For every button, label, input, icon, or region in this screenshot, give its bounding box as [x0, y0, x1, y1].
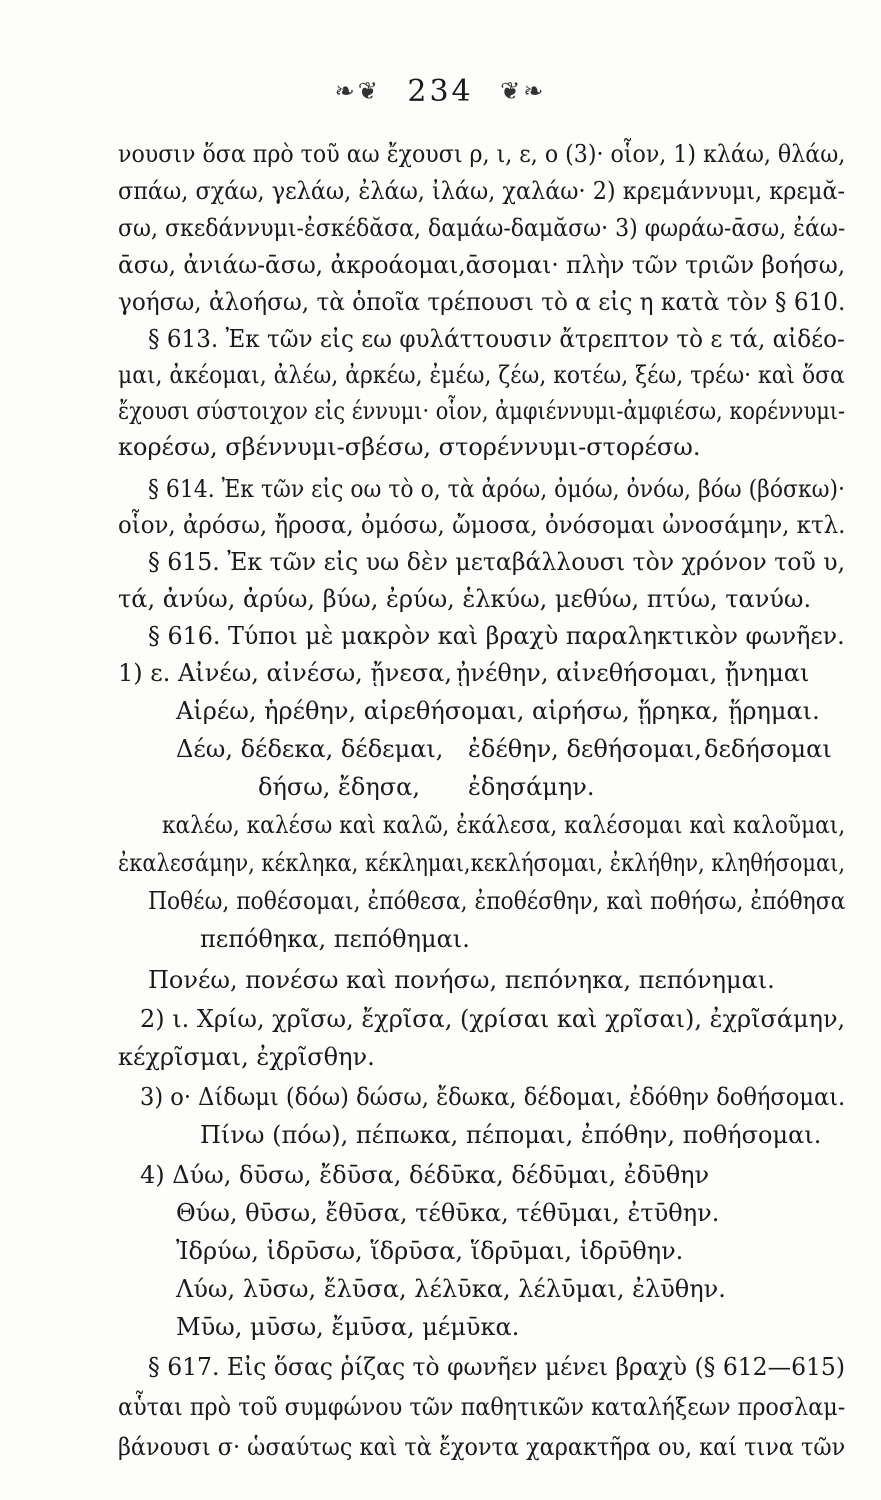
text-line: Ποθέω, ποθέσομαι, ἐπόθεσα, ἐποθέσθην, καὶ ποθήσω, ἐπόθησα [148, 887, 846, 915]
text-line: οἷον, ἀρόσω, ἤροσα, ὀμόσω, ὤμοσα, ὀνόσομαι ὠνοσάμην, κτλ. [118, 511, 846, 539]
text-line: καλέω, καλέσω καὶ καλῶ, ἐκάλεσα, καλέσομαι καὶ καλοῦμαι, [162, 811, 846, 839]
text-line: μαι, ἀκέομαι, ἀλέω, ἀρκέω, ἐμέω, ζέω, κοτέω, ξέω, τρέω· καὶ ὅσα [118, 361, 845, 389]
text-line: ἐκαλεσάμην, κέκληκα, κέκλημαι,κεκλήσομαι, ἐκλήθην, κληθήσομαι, [118, 849, 846, 877]
text-line: βάνουσι σ· ὡσαύτως καὶ τὰ ἔχοντα χαρακτῆρα ου, καί τινα τῶν [118, 1433, 846, 1461]
text-line: νουσιν ὅσα πρὸ τοῦ αω ἔχουσι ρ, ι, ε, ο (3)· οἷον, 1) κλάω, θλάω, [118, 140, 846, 168]
text-line: Μῡω, μῡσω, ἔμῡσα, μέμῡκα. [176, 1313, 520, 1341]
ornament-left-icon: ❧❦ [334, 77, 381, 105]
text-line: πεπόθηκα, πεπόθημαι. [200, 925, 470, 953]
section-613-line: § 613. Ἐκ τῶν εἰς εω φυλάττουσιν ἄτρεπτον τὸ ε τά, αἰδέο- [148, 325, 845, 353]
text-line: γοήσω, ἀλοήσω, τὰ ὁποῖα τρέπουσι τὸ α εἰς η κατὰ τὸν § 610. [118, 288, 846, 316]
text-line: Πονέω, πονέσω καὶ πονήσω, πεπόνηκα, πεπόνημαι. [148, 966, 775, 994]
text-fragment: 1) ε. Αἰνέω, αἰνέσω, ᾔνεσα, [118, 659, 453, 687]
text-line: σω, σκεδάννυμι-ἐσκέδᾰσα, δαμάω-δαμᾰσω· 3) φωράω-ᾱσω, ἐάω- [118, 214, 846, 242]
text-fragment: Δέω, δέδεκα, δέδεμαι, [176, 735, 444, 763]
text-line: 2) ι. Χρίω, χρῖσω, ἔχρῖσα, (χρίσαι καὶ χρῖσαι), ἐχρῖσάμην, [140, 1005, 846, 1033]
text-line: αὗται πρὸ τοῦ συμφώνου τῶν παθητικῶν καταλήξεων προσλαμ- [118, 1393, 846, 1421]
text-line: Λύω, λῡσω, ἔλῡσα, λέλῡκα, λέλῡμαι, ἐλῡθην. [176, 1275, 726, 1303]
page-number: 234 [407, 73, 474, 109]
text-line: ᾱσω, ἀνιάω-ᾱσω, ἀκροάομαι,ᾱσομαι· πλὴν τῶν τριῶν βοήσω, [118, 251, 846, 279]
text-fragment: ᾐνέθην, αἰνεθήσομαι, ᾔνημαι [456, 659, 810, 687]
text-line: κέχρῖσμαι, ἐχρῖσθην. [118, 1043, 375, 1071]
text-line: 4) Δύω, δῡσω, ἔδῡσα, δέδῡκα, δέδῡμαι, ἐδῡθην [140, 1161, 710, 1189]
text-line: Πίνω (πόω), πέπωκα, πέπομαι, ἐπόθην, ποθήσομαι. [200, 1121, 822, 1149]
text-line: τά, ἀνύω, ἀρύω, βύω, ἐρύω, ἑλκύω, μεθύω, πτύω, τανύω. [118, 585, 812, 613]
text-fragment: ᾕρημαι. [728, 697, 820, 725]
text-line: 3) ο· Δίδωμι (δόω) δώσω, ἔδωκα, δέδομαι, ἐδόθην δοθήσομαι. [140, 1083, 846, 1111]
text-line: ἔχουσι σύστοιχον εἰς έννυμι· οἷον, ἀμφιέννυμι-ἀμφιέσω, κορέννυμι- [118, 397, 846, 425]
section-614-line: § 614. Ἐκ τῶν εἰς οω τὸ ο, τὰ ἀρόω, ὀμόω, ὀνόω, βόω (βόσκω)· [148, 475, 845, 503]
text-fragment: ἐδέθην, δεθήσομαι, [468, 735, 702, 763]
section-616-line: § 616. Τύποι μὲ μακρὸν καὶ βραχὺ παραληκτικὸν φωνῆεν. [148, 622, 845, 650]
text-fragment: Αἱρέω, ἡρέθην, αἱρεθήσομαι, αἱρήσω, ᾕρηκα, [176, 697, 720, 725]
text-line: Θύω, θῡσω, ἔθῡσα, τέθῡκα, τέθῡμαι, ἐτῡθην. [176, 1199, 720, 1227]
text-line: σπάω, σχάω, γελάω, ἐλάω, ἰλάω, χαλάω· 2) κρεμάννυμι, κρεμᾰ- [118, 177, 846, 205]
section-615-line: § 615. Ἐκ τῶν εἰς υω δὲν μεταβάλλουσι τὸν χρόνον τοῦ υ, [148, 548, 846, 576]
text-line: κορέσω, σβέννυμι-σβέσω, στορέννυμι-στορέσω. [118, 433, 701, 461]
text-fragment: δεδήσομαι [704, 735, 832, 763]
text-fragment: ἐδησάμην. [468, 773, 595, 801]
section-617-line: § 617. Εἰς ὅσας ῥίζας τὸ φωνῆεν μένει βραχὺ (§ 612—615) [148, 1353, 846, 1381]
ornament-right-icon: ❦❧ [500, 77, 547, 105]
text-fragment: δήσω, ἔδησα, [258, 773, 420, 801]
text-line: Ἰδρύω, ἱδρῡσω, ἵδρῡσα, ἵδρῡμαι, ἱδρῡθην. [176, 1237, 684, 1265]
conjugation-row [118, 658, 452, 688]
